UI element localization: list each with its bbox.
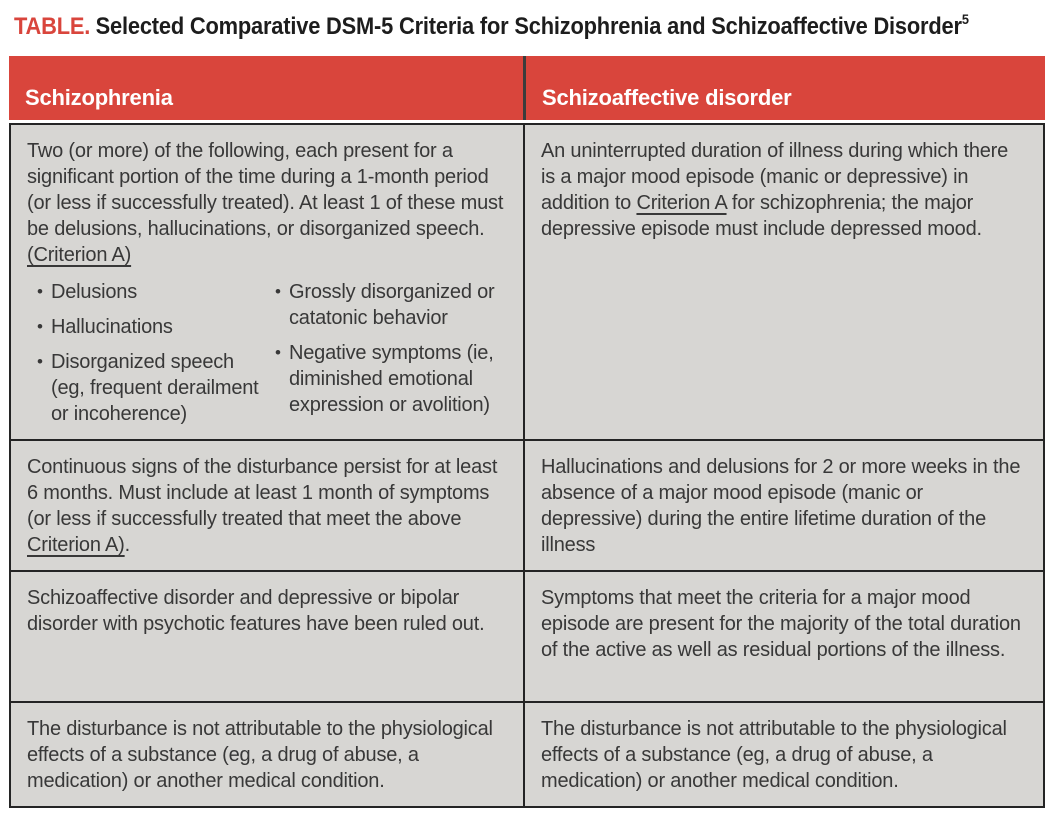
bullet-text: Grossly disorganized or catatonic behavior [289,281,495,329]
criteria-paragraph: Symptoms that meet the criteria for a major mood episode are present for the majority of the total duration of the active as well as residual portions of the illness. [541,587,1021,661]
criterion-a-reference: Criterion A [636,192,727,214]
criterion-a-reference: Criterion A) [27,534,125,556]
list-item [37,279,261,305]
list-item [275,340,507,418]
criteria-paragraph: Hallucinations and delusions for 2 or more weeks in the absence of a major mood episode (manic or depressive) during the entire lifetime duration of the illness [541,456,1021,556]
bullet-icon: • [37,317,43,336]
cell-r3-schizoaffective [525,572,1043,701]
symptom-bullet-lists [37,279,507,427]
list-item [37,314,261,340]
criteria-text: Two (or more) of the following, each present for a significant portion of the time during a 1-month period (or less if successfully treated). At least 1 of these must be delusions, hallucinations, or disorganized speech. [27,140,504,240]
column-header-schizoaffective: Schizoaffective disorder [523,56,1045,120]
bullet-text: Disorganized speech (eg, frequent derailment or incoherence) [51,351,259,425]
table-label: TABLE. [14,13,91,40]
criteria-paragraph: Schizoaffective disorder and depressive or bipolar disorder with psychotic features have been ruled out. [27,587,485,635]
criteria-paragraph [27,138,507,268]
table-row [11,441,1043,570]
list-item [37,349,261,427]
document-page [0,13,1054,827]
bullet-list-right [275,279,507,427]
table-row [11,572,1043,701]
cell-r4-schizophrenia [11,703,523,806]
bullet-list-left [37,279,261,427]
table-body [9,123,1045,808]
comparison-table [9,56,1045,808]
bullet-icon: • [275,282,281,301]
cell-r2-schizoaffective [525,441,1043,570]
criteria-paragraph: The disturbance is not attributable to the physiological effects of a substance (eg, a drug of abuse, a medication) or another medical condition. [27,718,493,792]
criteria-text: An uninterrupted duration of illness during which there is a major mood episode (manic or depressive) in addition to [541,140,1009,214]
bullet-icon: • [37,352,43,371]
criteria-text: for schizophrenia; the major depressive episode must include depressed mood. [541,192,982,240]
page-title [14,11,969,41]
criteria-paragraph: The disturbance is not attributable to the physiological effects of a substance (eg, a drug of abuse, a medication) or another medical condition. [541,718,1007,792]
list-item [275,279,507,331]
criteria-paragraph [541,138,1027,242]
title-superscript: 5 [961,11,969,27]
table-header-row [9,56,1045,120]
criteria-text: . [124,534,130,556]
table-title-text: Selected Comparative DSM-5 Criteria for Schizophrenia and Schizoaffective Disorder [95,13,962,40]
bullet-text: Negative symptoms (ie, diminished emotional expression or avolition) [289,342,494,416]
bullet-icon: • [275,343,281,362]
cell-r1-schizophrenia [11,125,523,439]
bullet-text: Hallucinations [51,316,173,338]
bullet-icon: • [37,282,43,301]
bullet-text: Delusions [51,281,138,303]
cell-r2-schizophrenia [11,441,523,570]
table-row [11,703,1043,806]
criteria-paragraph [27,454,507,558]
cell-r4-schizoaffective [525,703,1043,806]
criteria-text: Continuous signs of the disturbance persist for at least 6 months. Must include at least 1 month of symptoms (or less if successfully treated that meet the above [27,456,498,530]
cell-r3-schizophrenia [11,572,523,701]
cell-r1-schizoaffective [525,125,1043,439]
table-row [11,125,1043,439]
column-header-schizophrenia: Schizophrenia [9,56,523,120]
criterion-a-reference: (Criterion A) [27,244,132,266]
